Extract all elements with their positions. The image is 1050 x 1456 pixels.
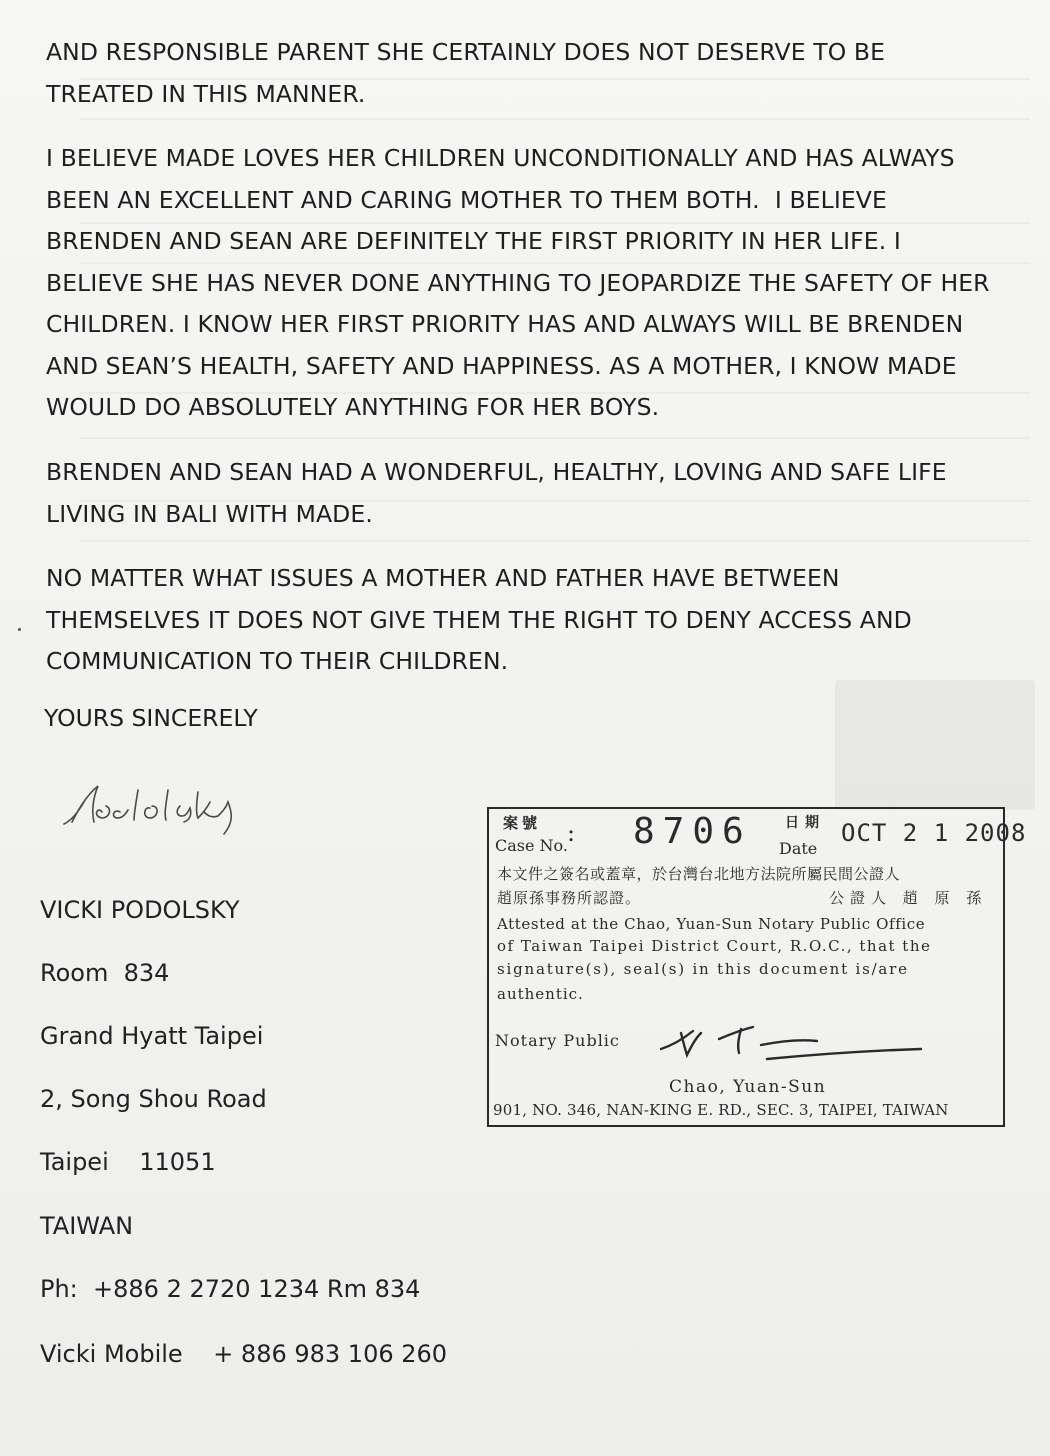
closing-salutation: YOURS SINCERELY [44, 704, 258, 732]
stamp-en-line-4: authentic. [497, 985, 584, 1003]
text-line: BELIEVE SHE HAS NEVER DONE ANYTHING TO JEOPARDIZE THE SAFETY OF HER [46, 268, 990, 297]
handwritten-signature [58, 772, 298, 842]
paragraph-3 [46, 452, 1031, 535]
sender-room: Room 834 [40, 959, 170, 987]
sender-street: 2, Song Shou Road [40, 1085, 267, 1113]
paragraph-2 [46, 138, 1031, 429]
case-colon: : [567, 819, 576, 847]
text-line: COMMUNICATION TO THEIR CHILDREN. [46, 647, 509, 675]
paragraph-4 [46, 558, 1031, 683]
sender-country: TAIWAN [40, 1212, 134, 1240]
text-line: AND SEAN’S HEALTH, SAFETY AND HAPPINESS. AS A MOTHER, I KNOW MADE [46, 351, 957, 380]
sender-phone: Ph: +886 2 2720 1234 Rm 834 [40, 1275, 421, 1303]
bleed-through-line [80, 118, 1030, 120]
case-label-zh: 案號 [503, 814, 542, 832]
bleed-through-block [835, 680, 1035, 810]
stamp-en-line-3: signature(s), seal(s) in this document is/are [497, 960, 909, 978]
notary-address: 901, NO. 346, NAN-KING E. RD., SEC. 3, TAIPEI, TAIWAN [493, 1101, 949, 1119]
text-line: THEMSELVES IT DOES NOT GIVE THEM THE RIGHT TO DENY ACCESS AND [46, 605, 912, 634]
text-line: WOULD DO ABSOLUTELY ANYTHING FOR HER BOYS. [46, 393, 660, 421]
sender-hotel: Grand Hyatt Taipei [40, 1022, 264, 1050]
stamp-en-line-2: of Taiwan Taipei District Court, R.O.C., that the [497, 937, 932, 955]
text-line: NO MATTER WHAT ISSUES A MOTHER AND FATHER HAVE BETWEEN [46, 564, 840, 592]
sender-city: Taipei 11051 [40, 1148, 216, 1176]
text-line: TREATED IN THIS MANNER. [46, 79, 366, 108]
paper-speck [18, 628, 21, 631]
date-label-en: Date [779, 839, 818, 858]
text-line: I BELIEVE MADE LOVES HER CHILDREN UNCONDITIONALLY AND HAS ALWAYS [46, 144, 955, 172]
notary-signature [649, 1015, 939, 1075]
notary-public-label: Notary Public [495, 1031, 620, 1050]
date-value: OCT 2 1 2008 [841, 819, 1027, 847]
text-line: LIVING IN BALI WITH MADE. [46, 499, 373, 528]
bleed-through-line [80, 437, 1030, 439]
case-label-en: Case No. [495, 836, 568, 855]
stamp-zh-line-2: 趙原孫事務所認證。 [497, 889, 642, 907]
text-line: BEEN AN EXCELLENT AND CARING MOTHER TO THEM BOTH. I BELIEVE [46, 185, 887, 214]
text-line: BRENDEN AND SEAN ARE DEFINITELY THE FIRST PRIORITY IN HER LIFE. I [46, 227, 901, 255]
text-line: CHILDREN. I KNOW HER FIRST PRIORITY HAS AND ALWAYS WILL BE BRENDEN [46, 310, 964, 338]
text-line: BRENDEN AND SEAN HAD A WONDERFUL, HEALTHY, LOVING AND SAFE LIFE [46, 458, 947, 486]
stamp-zh-line-1: 本文件之簽名或蓋章，於台灣台北地方法院所屬民間公證人 [497, 865, 901, 883]
case-number: 8706 [633, 811, 752, 852]
stamp-en-line-1: Attested at the Chao, Yuan-Sun Notary Public Office [497, 915, 926, 933]
bleed-through-line [80, 540, 1030, 542]
date-label-zh: 日期 [785, 815, 825, 831]
sender-name: VICKI PODOLSKY [40, 896, 240, 924]
paragraph-1 [46, 32, 1031, 115]
notary-name: Chao, Yuan-Sun [669, 1077, 827, 1097]
sender-mobile: Vicki Mobile + 886 983 106 260 [40, 1340, 448, 1368]
text-line: AND RESPONSIBLE PARENT SHE CERTAINLY DOES NOT DESERVE TO BE [46, 38, 886, 66]
stamp-zh-notary: 公證人 趙 原 孫 [829, 889, 988, 907]
notary-stamp [487, 807, 1027, 1127]
